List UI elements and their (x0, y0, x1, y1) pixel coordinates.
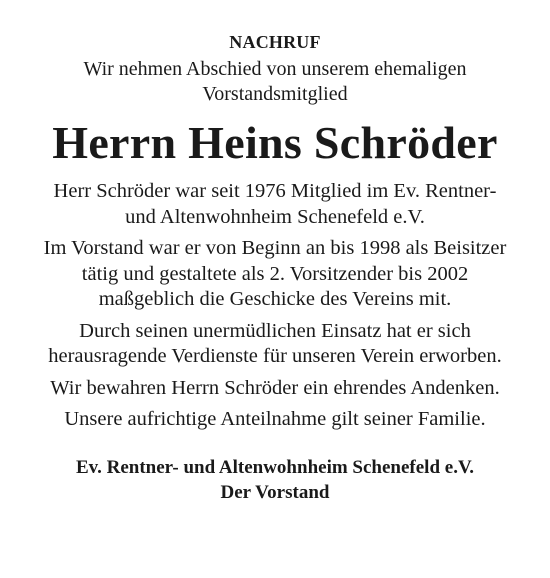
merits-line-1: Durch seinen unermüdlichen Einsatz hat er sich (79, 319, 471, 342)
merits-paragraph (0, 319, 550, 370)
membership-line-1: Herr Schröder war seit 1976 Mitglied im Ev. Rentner- (53, 180, 497, 202)
board-role-line-1: Im Vorstand war er von Beginn an bis 1998 als Beisitzer (43, 237, 507, 259)
signature-organization: Ev. Rentner- und Altenwohnheim Schenefeld e.V. (76, 456, 474, 478)
intro-line-1: Wir nehmen Abschied von unserem ehemaligen (83, 58, 467, 80)
signature-board: Der Vorstand (220, 481, 330, 503)
membership-paragraph (0, 179, 550, 230)
intro-line-2: Vorstandsmitglied (202, 83, 348, 105)
membership-line-2: und Altenwohnheim Schenefeld e.V. (125, 205, 425, 228)
condolence-paragraph: Unsere aufrichtige Anteilnahme gilt seiner Familie. (64, 408, 486, 430)
board-role-line-2: tätig und gestaltete als 2. Vorsitzender bis 2002 (81, 262, 469, 285)
board-role-paragraph (0, 236, 550, 313)
remembrance-paragraph: Wir bewahren Herrn Schröder ein ehrendes Andenken. (50, 376, 500, 399)
merits-line-2: herausragende Verdienste für unseren Verein erworben. (48, 345, 502, 367)
intro-text (0, 57, 550, 107)
deceased-name: Herrn Heins Schröder (52, 117, 498, 168)
notice-heading: NACHRUF (229, 32, 321, 52)
board-role-line-3: maßgeblich die Geschicke des Vereins mit. (98, 288, 452, 310)
